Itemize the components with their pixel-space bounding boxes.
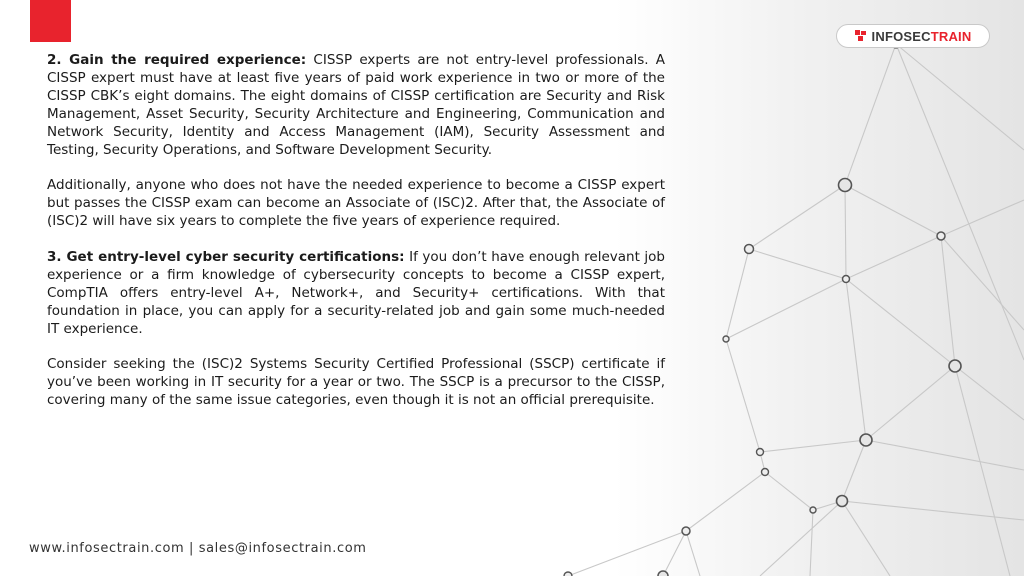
paragraph-experience — [47, 52, 665, 159]
paragraph-heading: 2. Gain the required experience: — [47, 52, 307, 68]
logo-text-infosec: INFOSEC — [871, 28, 931, 44]
paragraph-body: If you don’t have enough relevant job experience or a firm knowledge of cybersecurity concepts to become a CISSP expert, CompTIA offers entry-level A+, Network+, and Security+ certifications. With that foundation in place, you can apply for a security-related job and gain some much-needed IT experience. — [47, 248, 665, 337]
paragraph-body: Additionally, anyone who does not have the needed experience to become a CISSP expert but passes the CISSP exam can become an Associate of (ISC)2. After that, the Associate of (ISC)2 will have six years to complete the five years of experience required. — [47, 177, 665, 230]
paragraph-body: CISSP experts are not entry-level professionals. A CISSP expert must have at least five years of paid work experience in two or more of the CISSP CBK’s eight domains. The eight domains of CISSP certification are Security and Risk Management, Asset Security, Security Architecture and Engineering, Communication and Network Security, Identity and Access Management (IAM), Security Assessment and Testing, Security Operations, and Software Development Security. — [47, 52, 666, 158]
main-content — [47, 52, 665, 410]
paragraph-associate — [47, 177, 665, 231]
paragraph-body: Consider seeking the (ISC)2 Systems Security Certified Professional (SSCP) certificate if you’ve been working in IT security for a year or two. The SSCP is a precursor to the CISSP, covering many of the same issue categories, even though it is not an official prerequisite. — [47, 356, 665, 409]
footer-contact: www.infosectrain.com | sales@infosectrain.com — [29, 541, 367, 556]
accent-tab — [30, 0, 71, 42]
brand-logo — [836, 24, 990, 48]
paragraph-heading: 3. Get entry-level cyber security certifications: — [47, 248, 405, 265]
logo-text-train: TRAIN — [930, 28, 972, 44]
logo-mark-icon — [855, 30, 867, 42]
paragraph-certifications — [47, 249, 665, 339]
logo-wordmark — [872, 30, 972, 43]
paragraph-sscp — [47, 356, 665, 410]
